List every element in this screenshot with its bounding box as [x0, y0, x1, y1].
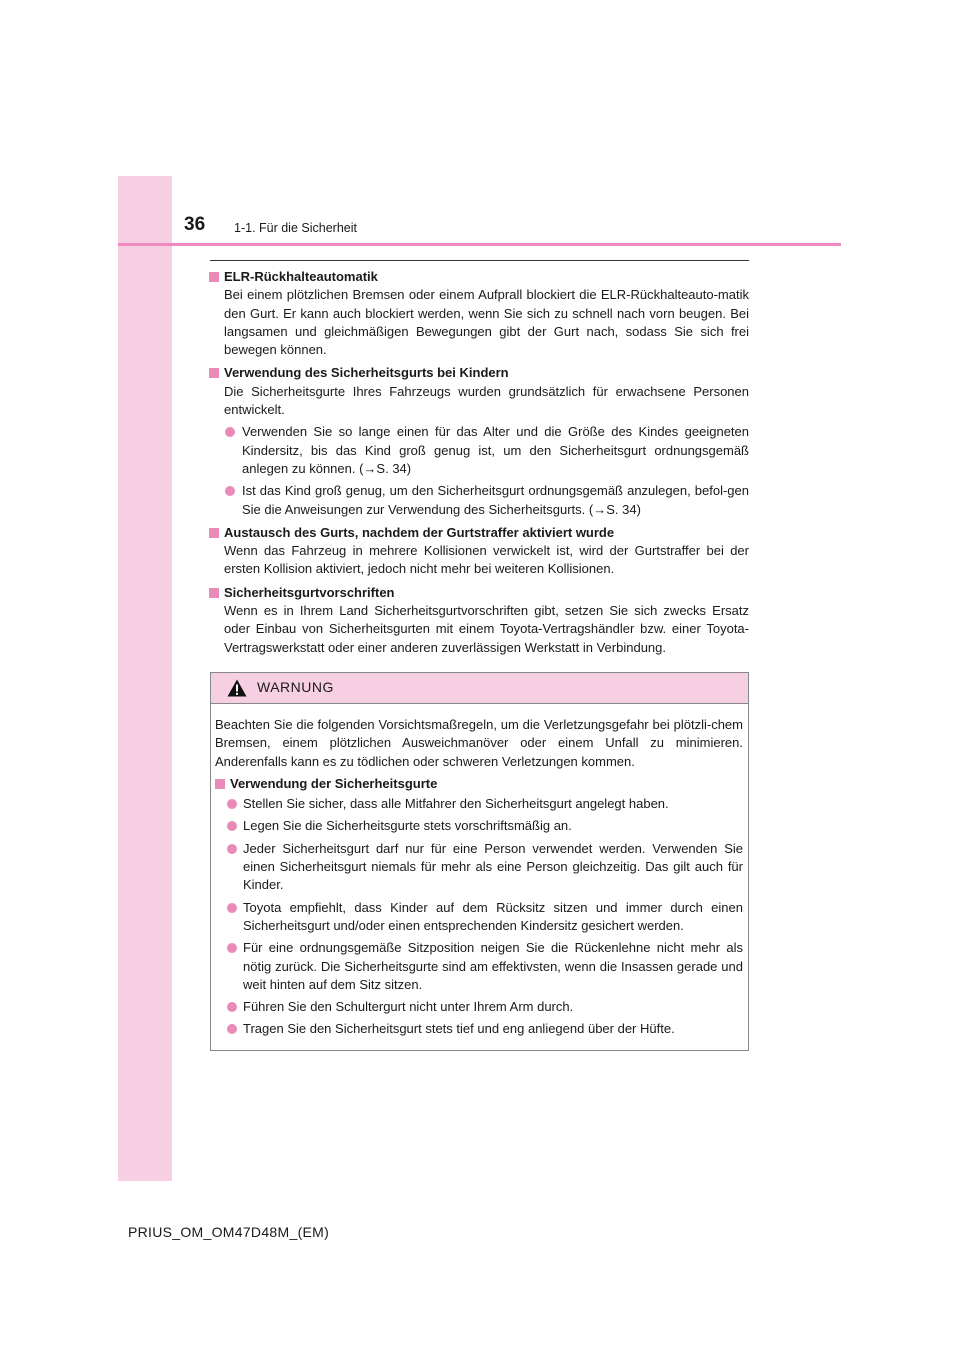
round-bullet-icon: [227, 844, 237, 854]
square-bullet-icon: [209, 272, 219, 282]
section-elr: [209, 268, 749, 359]
list-item: Für eine ordnungsgemäße Sitzposition neigen Sie die Rückenlehne nicht mehr als nötig zurück. Die Sicherheitsgurte sind am effektivsten, wenn die Insassen gerade und weit hinten auf dem Sitz sitzen.: [215, 939, 743, 994]
section-text: Bei einem plötzlichen Bremsen oder einem Aufprall blockiert die ELR-Rückhalteauto-matik den Gurt. Er kann auch blockiert werden, wenn Sie sich zu schnell nach vorn beugen. Bei langsamen und gleichmäßigen Bewegungen gibt der Gurt nach, sodass Sie sich frei bewegen können.: [224, 287, 749, 358]
round-bullet-icon: [227, 799, 237, 809]
list-item: Legen Sie die Sicherheitsgurte stets vorschriftsmäßig an.: [215, 817, 743, 835]
section-children: [209, 364, 749, 518]
section-title: 1-1. Für die Sicherheit: [234, 221, 357, 235]
section-regulations: [209, 584, 749, 657]
section-heading: ELR-Rückhalteautomatik: [224, 269, 378, 284]
round-bullet-icon: [227, 821, 237, 831]
warning-box: [210, 672, 749, 1051]
section-text: Die Sicherheitsgurte Ihres Fahrzeugs wurden grundsätzlich für erwachsene Personen entwickelt.: [224, 383, 749, 418]
square-bullet-icon: [209, 368, 219, 378]
list-item: Führen Sie den Schultergurt nicht unter Ihrem Arm durch.: [215, 998, 743, 1016]
page-number: 36: [184, 214, 206, 235]
section-heading: Austausch des Gurts, nachdem der Gurtstraffer aktiviert wurde: [224, 524, 615, 540]
square-bullet-icon: [215, 779, 225, 789]
warning-subheading: Verwendung der Sicherheitsgurte: [230, 775, 438, 791]
header-rule: [118, 243, 841, 246]
round-bullet-icon: [227, 1002, 237, 1012]
list-item: Jeder Sicherheitsgurt darf nur für eine Person verwendet werden. Verwenden Sie einen Sicherheitsgurt niemals für mehr als eine Person gleichzeitig. Das gilt auch für Kinder.: [215, 840, 743, 895]
warning-title: WARNUNG: [257, 679, 334, 695]
warning-triangle-icon: [227, 679, 247, 697]
list-item: Tragen Sie den Sicherheitsgurt stets tief und eng anliegend über der Hüfte.: [215, 1020, 743, 1038]
warning-intro: Beachten Sie die folgenden Vorsichtsmaßregeln, um die Verletzungsgefahr bei plötzli-chem Bremsen, einem plötzlichen Ausweichmanöver oder einem Unfall zu minimieren. Anderenfalls kann es zu tödlichen oder schweren Verletzungen kommen.: [215, 717, 743, 769]
round-bullet-icon: [227, 943, 237, 953]
warning-body: [211, 704, 748, 1039]
side-tab-bar: [118, 176, 172, 1181]
warning-header: [211, 673, 748, 704]
section-heading: Sicherheitsgurtvorschriften: [224, 584, 395, 600]
section-text: Wenn das Fahrzeug in mehrere Kollisionen verwickelt ist, wird der Gurtstraffer bei der ersten Kollision aktiviert, jedoch nicht mehr bei weiteren Kollisionen.: [224, 543, 749, 577]
list-item: Ist das Kind groß genug, um den Sicherheitsgurt ordnungsgemäß anzulegen, befol-gen Sie die Anweisungen zur Verwendung des Sicherheitsgurts. (→S. 34): [209, 482, 749, 519]
list-item: Toyota empfiehlt, dass Kinder auf dem Rücksitz sitzen und immer durch einen Sicherheitsgurt und/oder einen entsprechenden Kindersitz gesichert werden.: [215, 899, 743, 936]
square-bullet-icon: [209, 528, 219, 538]
footer-document-code: PRIUS_OM_OM47D48M_(EM): [128, 1224, 330, 1240]
round-bullet-icon: [227, 1024, 237, 1034]
section-text: Wenn es in Ihrem Land Sicherheitsgurtvorschriften gibt, setzen Sie sich zwecks Ersatz oder Einbau von Sicherheitsgurten mit einem Toyota-Vertragshändler bzw. einer Toyota-Vertragswerkstatt oder einer anderen zuverlässigen Werkstatt in Verbindung.: [224, 603, 749, 655]
list-item: Verwenden Sie so lange einen für das Alter und die Größe des Kindes geeigneten Kindersitz, bis das Kind groß genug ist, um den Sicherheitsgurt ordnungsgemäß anlegen zu können. (→S. 34): [209, 423, 749, 478]
round-bullet-icon: [225, 427, 235, 437]
section-heading: Verwendung des Sicherheitsgurts bei Kindern: [224, 365, 509, 381]
content-divider: [210, 260, 749, 261]
round-bullet-icon: [227, 903, 237, 913]
main-content: [209, 268, 749, 662]
list-item: Stellen Sie sicher, dass alle Mitfahrer den Sicherheitsgurt angelegt haben.: [215, 795, 743, 813]
square-bullet-icon: [209, 588, 219, 598]
round-bullet-icon: [225, 486, 235, 496]
section-replacement: [209, 524, 749, 579]
